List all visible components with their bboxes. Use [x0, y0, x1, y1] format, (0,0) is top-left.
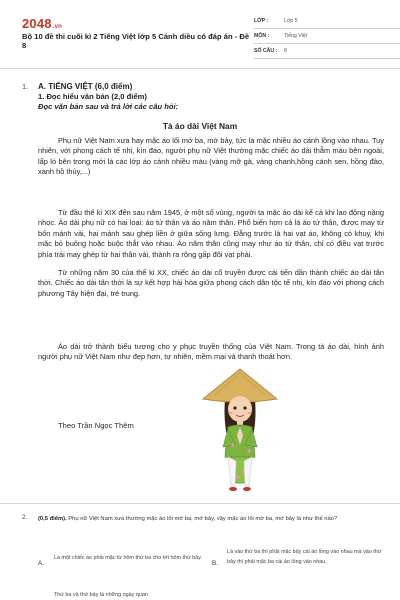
question-divider — [0, 503, 400, 504]
option-a-letter[interactable]: A. — [38, 560, 45, 567]
ao-dai-woman-illustration — [195, 365, 285, 495]
section-heading: A. TIẾNG VIỆT (6,0 điểm) — [38, 82, 133, 91]
site-logo[interactable] — [22, 16, 62, 31]
woman-in-ao-dai-icon — [195, 365, 285, 495]
logo-main: 2048 — [22, 16, 52, 31]
question-2-number: 2. — [22, 514, 28, 521]
story-paragraph: Áo dài trở thành biểu tượng cho y phục truyền thống của Việt Nam. Trong tà áo dài, hình ảnh người phụ nữ Việt Nam như đẹp hơn, tự nhiên, mềm mại và thanh thoát hơn. — [38, 342, 384, 362]
meta-value-count: 8 — [284, 48, 287, 54]
subsection-heading: 1. Đọc hiểu văn bản (2,0 điểm) — [38, 92, 147, 101]
page-header — [22, 14, 380, 62]
reading-instruction: Đọc văn bản sau và trả lời các câu hỏi: — [38, 102, 179, 111]
meta-key-subject: MÔN : — [254, 33, 270, 39]
meta-value-class: Lớp 5 — [284, 18, 298, 24]
question-1-number: 1. — [22, 82, 29, 91]
story-paragraph: Từ đầu thế kỉ XIX đến sau năm 1945, ở một số vùng, người ta mặc áo dài kể cả khi lao động nặng nhọc. Áo dài phụ nữ có hai loại: áo tứ thân và áo năm thân. Phổ biến hơn cả là áo tứ thân, được may từ bốn mảnh vải, hai mảnh sau ghép liền ở giữa sống lưng. Đằng trước là hai vạt áo, không có khuy, khi mặc bỏ buông hoặc buộc thắt vào nhau. Áo năm thân cũng may như áo tứ thân, chỉ có điều vạt trước phía trái may ghép từ hai thân vải, thành ra rộng gấp đôi vạt phải. — [38, 208, 384, 259]
question-2-prompt: Phụ nữ Việt Nam xưa thường mặc áo lối mớ ba, mớ bảy, vậy mặc áo lối mớ ba, mớ bảy là như thế nào? — [66, 516, 338, 522]
header-divider — [0, 68, 400, 69]
question-2-text — [38, 514, 384, 524]
meta-value-subject: Tiếng Việt — [284, 33, 308, 39]
logo-suffix: .vn — [52, 24, 63, 30]
story-paragraph: Phụ nữ Việt Nam xưa hay mặc áo lối mớ ba, mớ bảy, tức là mặc nhiều áo cánh lồng vào nhau. Tuy nhiên, với phong cách tế nhị, kín đáo, người phụ nữ Việt thường mặc chiếc áo dài thẫm màu bên ngoài, lấp ló bên trong mới là các lớp áo cánh nhiều màu (vàng mỡ gà, vàng chanh,hồng cánh sen, hồng đào, xanh hồ thủy,...) — [38, 136, 384, 177]
option-b-text[interactable]: Là vào thứ ba thì phải mặc bảy cái áo lồng vào nhau mà vào thứ bảy thì phải mặc ba cái áo lồng vào nhau. — [227, 549, 382, 565]
meta-key-count: SỐ CÂU : — [254, 48, 278, 54]
story-credit: Theo Trần Ngọc Thêm — [58, 421, 134, 430]
meta-key-class: LỚP : — [254, 18, 269, 24]
meta-row-count — [254, 44, 400, 59]
document-title: Bộ 10 đề thi cuối kì 2 Tiếng Việt lớp 5 Cánh diều có đáp án - Đề 8 — [22, 32, 250, 51]
document-meta — [254, 14, 400, 59]
option-b-letter[interactable]: B. — [212, 560, 219, 567]
meta-row-class — [254, 14, 400, 29]
story-title: Tà áo dài Việt Nam — [162, 121, 238, 131]
question-2-points: (0,5 điểm). — [38, 516, 67, 522]
story-paragraph: Từ những năm 30 của thế kỉ XX, chiếc áo dài cổ truyền được cải tiến dần thành chiếc áo dài tân thời. Chiếc áo dài tân thời là sự kết hợp hài hòa giữa phong cách dân tộc tế nhị, kín đáo với phong cách phương Tây hiện đại, trẻ trung. — [38, 268, 384, 298]
option-c-text[interactable]: Thứ ba và thứ bảy là những ngày quan — [54, 592, 148, 598]
meta-row-subject — [254, 29, 400, 44]
option-a-text[interactable]: Là một chiếc áo phải mặc từ hôm thứ ba cho tới hôm thứ bảy. — [54, 555, 202, 561]
